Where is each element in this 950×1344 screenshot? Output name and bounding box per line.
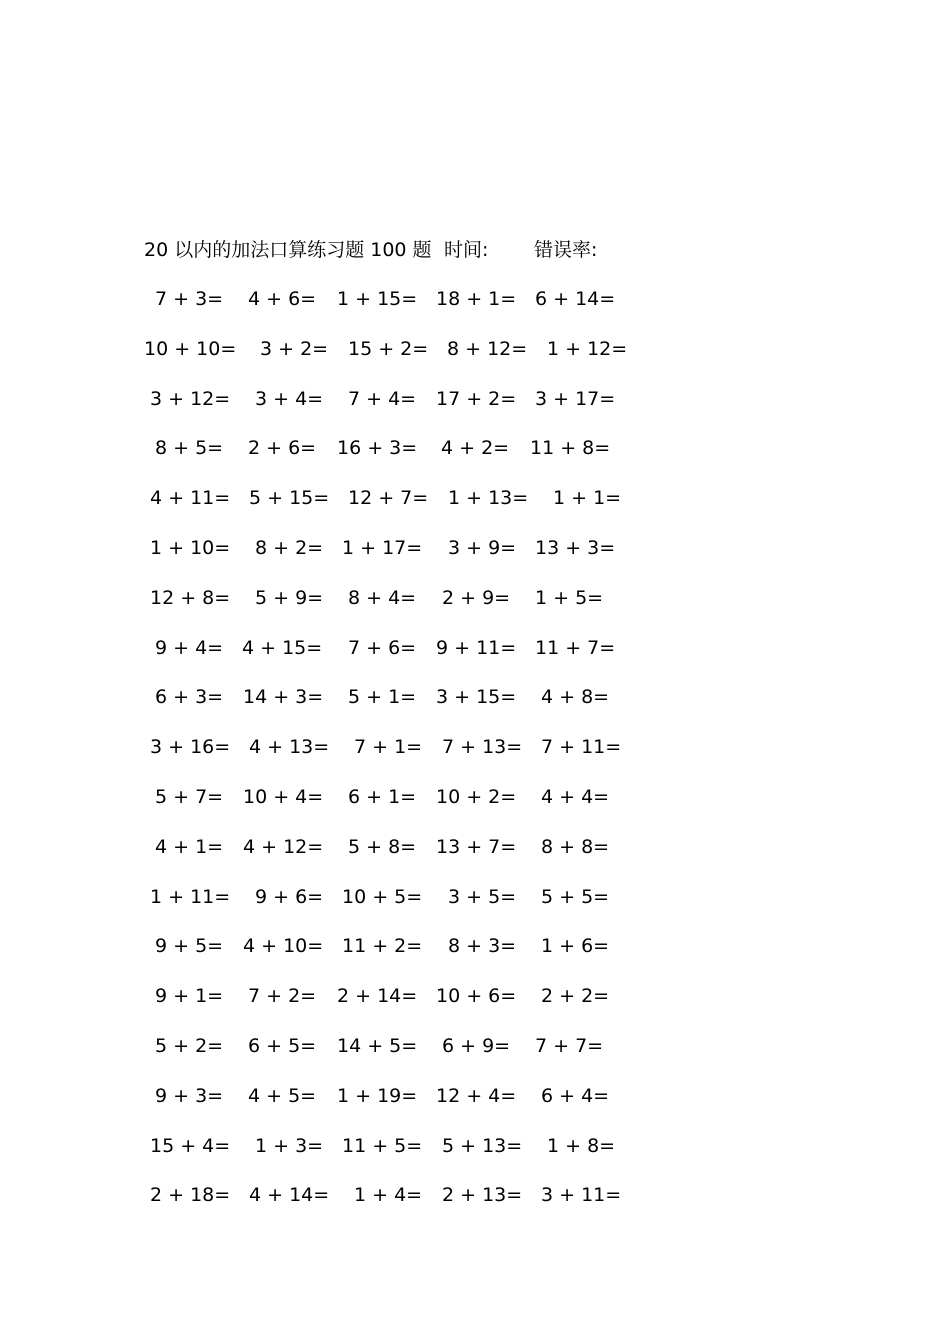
problem-item: 1 + 4= — [354, 1184, 423, 1207]
problem-item: 4 + 13= — [249, 736, 330, 759]
problem-item: 10 + 2= — [436, 786, 517, 808]
problem-item: 7 + 4= — [348, 387, 417, 410]
problem-item: 5 + 5= — [541, 885, 610, 908]
worksheet-header — [144, 235, 704, 265]
problem-item: 8 + 4= — [348, 586, 417, 609]
problem-item: 9 + 5= — [155, 935, 224, 958]
problem-item: 4 + 6= — [248, 288, 317, 310]
problem-item: 10 + 6= — [436, 985, 517, 1008]
problem-item: 9 + 11= — [436, 636, 517, 659]
problem-item: 9 + 4= — [155, 636, 224, 659]
problem-item: 14 + 3= — [243, 686, 324, 709]
problem-item: 5 + 7= — [155, 786, 224, 808]
problem-item: 8 + 8= — [541, 835, 610, 858]
problem-item: 1 + 6= — [541, 935, 610, 958]
problem-item: 8 + 2= — [255, 537, 324, 559]
problem-item: 13 + 3= — [535, 537, 616, 559]
problem-item: 1 + 5= — [535, 586, 604, 609]
problem-item: 15 + 2= — [348, 337, 429, 360]
problem-item: 16 + 3= — [337, 437, 418, 460]
problem-item: 2 + 2= — [541, 985, 610, 1008]
problem-item: 4 + 11= — [150, 487, 231, 510]
problem-item: 2 + 6= — [248, 437, 317, 460]
problem-item: 6 + 14= — [535, 288, 616, 310]
problem-item: 9 + 3= — [155, 1084, 224, 1107]
problem-item: 11 + 2= — [342, 935, 423, 958]
problem-item: 1 + 8= — [547, 1134, 616, 1157]
problem-item: 3 + 12= — [150, 387, 231, 410]
problem-item: 1 + 10= — [150, 537, 231, 559]
problem-item: 8 + 5= — [155, 437, 224, 460]
problem-item: 3 + 11= — [541, 1184, 622, 1207]
problem-item: 1 + 19= — [337, 1084, 418, 1107]
problem-item: 6 + 9= — [442, 1035, 511, 1057]
problem-item: 4 + 15= — [242, 636, 323, 659]
problem-item: 3 + 2= — [260, 337, 329, 360]
problem-item: 5 + 9= — [255, 586, 324, 609]
problem-item: 5 + 13= — [442, 1134, 523, 1157]
problem-item: 4 + 5= — [248, 1084, 317, 1107]
problem-item: 3 + 17= — [535, 387, 616, 410]
problem-item: 18 + 1= — [436, 288, 517, 310]
problem-item: 7 + 3= — [155, 288, 224, 310]
problem-item: 2 + 13= — [442, 1184, 523, 1207]
problem-item: 10 + 5= — [342, 885, 423, 908]
problem-item: 5 + 8= — [348, 835, 417, 858]
problem-item: 2 + 14= — [337, 985, 418, 1008]
problem-item: 11 + 8= — [530, 437, 611, 460]
problem-item: 7 + 7= — [535, 1035, 604, 1057]
problem-item: 5 + 2= — [155, 1035, 224, 1057]
problem-item: 11 + 7= — [535, 636, 616, 659]
problem-item: 8 + 12= — [447, 337, 528, 360]
problem-item: 1 + 1= — [553, 487, 622, 510]
problem-item: 1 + 15= — [337, 288, 418, 310]
problem-item: 9 + 1= — [155, 985, 224, 1008]
error-rate-label: 错误率: — [534, 239, 598, 261]
problem-item: 9 + 6= — [255, 885, 324, 908]
problem-item: 10 + 4= — [243, 786, 324, 808]
problem-item: 5 + 1= — [348, 686, 417, 709]
problem-item: 3 + 15= — [436, 686, 517, 709]
problem-item: 1 + 11= — [150, 885, 231, 908]
problem-item: 7 + 2= — [248, 985, 317, 1008]
problem-item: 5 + 15= — [249, 487, 330, 510]
problem-item: 14 + 5= — [337, 1035, 418, 1057]
time-label: 时间: — [444, 239, 489, 261]
problem-item: 4 + 8= — [541, 686, 610, 709]
problem-item: 6 + 1= — [348, 786, 417, 808]
problem-item: 3 + 9= — [448, 537, 517, 559]
problem-item: 13 + 7= — [436, 835, 517, 858]
problem-item: 2 + 18= — [150, 1184, 231, 1207]
problem-item: 3 + 5= — [448, 885, 517, 908]
problem-item: 3 + 16= — [150, 736, 231, 759]
problem-item: 1 + 3= — [255, 1134, 324, 1157]
problem-item: 2 + 9= — [442, 586, 511, 609]
problem-item: 8 + 3= — [448, 935, 517, 958]
problem-item: 4 + 10= — [243, 935, 324, 958]
problem-item: 6 + 3= — [155, 686, 224, 709]
problem-item: 7 + 1= — [354, 736, 423, 759]
problem-item: 4 + 4= — [541, 786, 610, 808]
problem-item: 1 + 17= — [342, 537, 423, 559]
problem-item: 17 + 2= — [436, 387, 517, 410]
problem-item: 7 + 13= — [442, 736, 523, 759]
problem-item: 6 + 5= — [248, 1035, 317, 1057]
problem-item: 11 + 5= — [342, 1134, 423, 1157]
problem-item: 3 + 4= — [255, 387, 324, 410]
problem-item: 4 + 2= — [441, 437, 510, 460]
problem-item: 4 + 12= — [243, 835, 324, 858]
problem-item: 1 + 12= — [547, 337, 628, 360]
problem-item: 10 + 10= — [144, 337, 237, 360]
problem-item: 6 + 4= — [541, 1084, 610, 1107]
worksheet-title: 20 以内的加法口算练习题 100 题 — [144, 239, 432, 261]
problem-item: 4 + 1= — [155, 835, 224, 858]
problem-item: 12 + 4= — [436, 1084, 517, 1107]
problem-item: 7 + 6= — [348, 636, 417, 659]
problem-item: 7 + 11= — [541, 736, 622, 759]
problem-item: 12 + 7= — [348, 487, 429, 510]
problem-item: 1 + 13= — [448, 487, 529, 510]
problem-item: 12 + 8= — [150, 586, 231, 609]
problem-item: 4 + 14= — [249, 1184, 330, 1207]
problem-item: 15 + 4= — [150, 1134, 231, 1157]
